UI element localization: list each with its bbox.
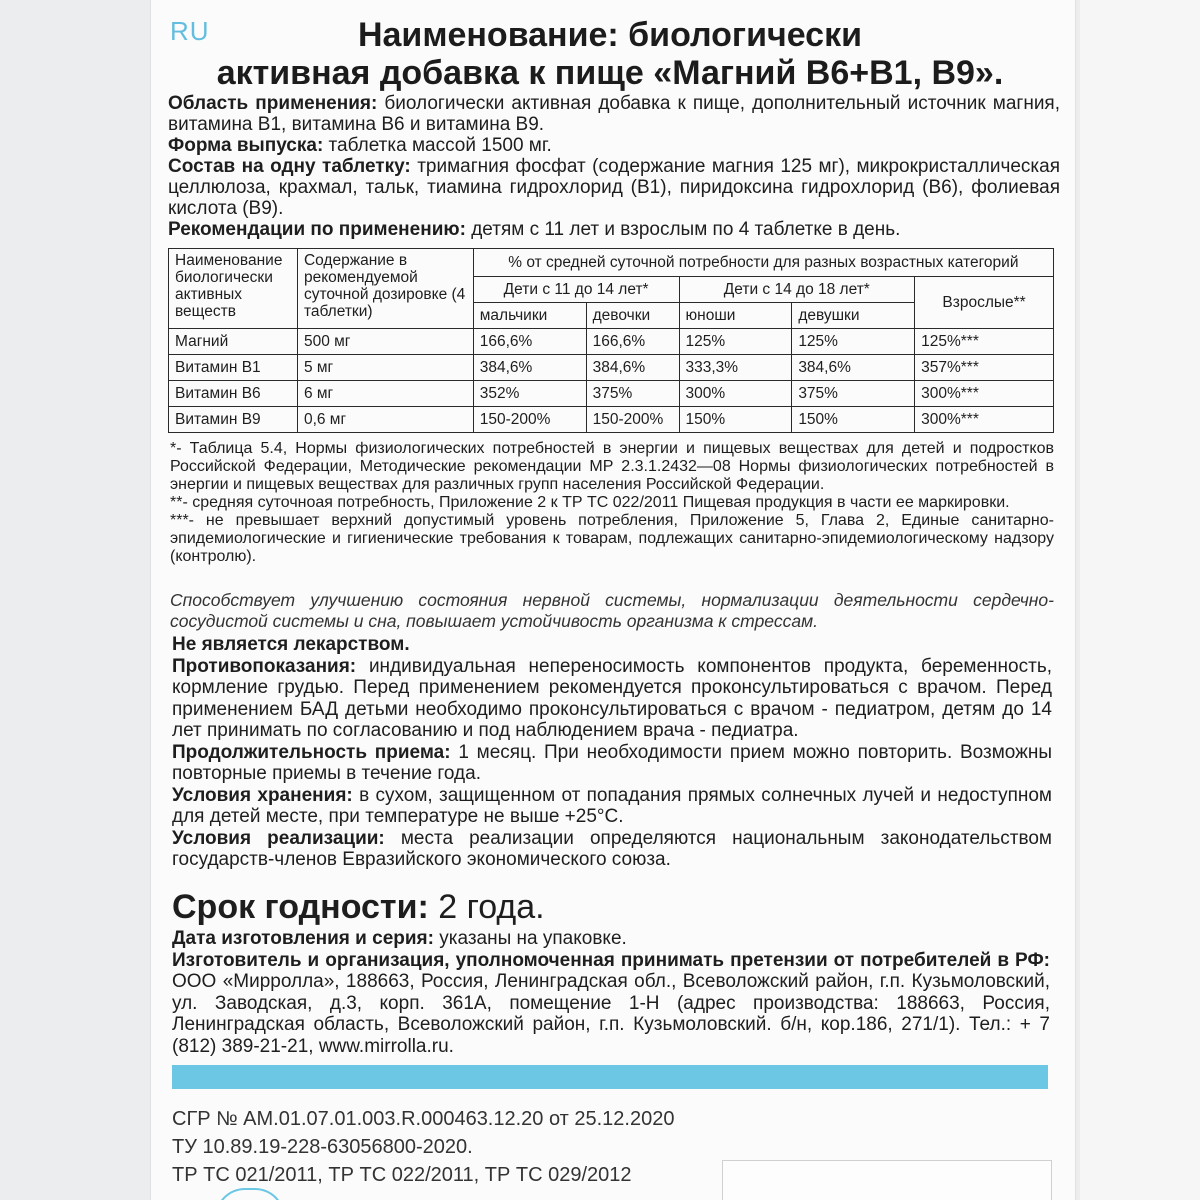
side-strip — [1080, 0, 1200, 1200]
product-title — [170, 16, 1050, 92]
cert-trts: ТР ТС 021/2011, ТР ТС 022/2011, ТР ТС 029/2012 — [172, 1164, 632, 1186]
sale-conditions: Условия реализации: места реализации определяются национальным законодательством государств-членов Евразийского экономического союза. — [172, 827, 1052, 870]
cell-value: 150% — [792, 407, 915, 433]
table-row — [169, 329, 1054, 355]
benefit-text: Способствует улучшению состояния нервной системы, нормализации деятельности сердечно-сосудистой системы и сна, повышает устойчивость организма к стрессам. — [170, 590, 1054, 631]
cell-value: 166,6% — [586, 329, 679, 355]
barcode-box — [722, 1160, 1052, 1200]
footnote-2: **- средняя суточноая потребность, Приложение 2 к ТР ТС 022/2011 Пищевая продукция в части ее маркировки. — [170, 494, 1010, 511]
production-date: Дата изготовления и серия: указаны на упаковке. — [172, 928, 627, 949]
recommendations: Рекомендации по применению: детям с 11 лет и взрослым по 4 таблетке в день. — [168, 219, 901, 240]
header-percent-group: % от средней суточной потребности для разных возрастных категорий — [473, 249, 1053, 277]
header-age-14-18: Дети с 14 до 18 лет* — [679, 277, 915, 303]
cell-value: 300% — [679, 381, 792, 407]
title-line-1: Наименование: биологически — [357, 16, 863, 54]
cell-value: 384,6% — [792, 355, 915, 381]
cell-value: 375% — [586, 381, 679, 407]
cell-substance: Витамин В1 — [169, 355, 298, 381]
cell-value: 125% — [679, 329, 792, 355]
header-girls: девочки — [586, 303, 679, 329]
manufacturer-section — [172, 928, 1050, 1057]
cell-value: 150-200% — [473, 407, 586, 433]
cell-value: 150-200% — [586, 407, 679, 433]
cell-value: 384,6% — [586, 355, 679, 381]
cell-dose: 0,6 мг — [297, 407, 473, 433]
cell-substance: Магний — [169, 329, 298, 355]
header-young-women: девушки — [792, 303, 915, 329]
cert-sgr: СГР № AM.01.07.01.003.R.000463.12.20 от 25.12.2020 — [172, 1108, 675, 1130]
manufacturer: Изготовитель и организация, уполномоченная принимать претензии от потребителей в РФ: ООО «Мирролла», 188663, Россия, Ленинградская обл., Всеволожский район, г.п. Кузьмоловский, ул. Заводская, д.3, корп. 361А, помещение 1-Н (адрес производства: 188663, Россия, Ленинградская область, Всеволожский район, г.п. Кузьмоловский. б/н, кор.186, 271/1). Тел.: + 7 (812) 389-21-21, www.mirrolla.ru. — [172, 949, 1050, 1057]
dosage-table — [168, 248, 1054, 433]
language-code: RU — [170, 16, 210, 46]
table-row — [169, 407, 1054, 433]
not-a-drug: Не является лекарством. — [172, 634, 410, 655]
cell-value: 300%*** — [915, 381, 1054, 407]
title-line-2: активная добавка к пище «Магний B6+B1, B9». — [216, 54, 1004, 92]
cell-value: 352% — [473, 381, 586, 407]
certification — [172, 1105, 674, 1189]
footnote-3: ***- не превышает верхний допустимый уровень потребления, Приложение 5, Глава 2, Единые санитарно-эпидемиологические и гигиенические требования к товарам, подлежащих санитарно-эпидемиологическому надзору (контролю). — [170, 512, 1054, 565]
header-boys: мальчики — [473, 303, 586, 329]
accent-band — [172, 1065, 1048, 1089]
cell-value: 125% — [792, 329, 915, 355]
footnotes — [170, 440, 1054, 566]
usage-details — [172, 634, 1052, 871]
release-form: Форма выпуска: таблетка массой 1500 мг. — [168, 135, 552, 156]
header-substances: Наименование биологически активных веществ — [169, 249, 298, 329]
shelf-life: Срок годности: 2 года. — [172, 888, 545, 926]
intro-section — [168, 93, 1060, 240]
header-dose: Содержание в рекомендуемой суточной дозировке (4 таблетки) — [297, 249, 473, 329]
cell-substance: Витамин В6 — [169, 381, 298, 407]
cell-substance: Витамин В9 — [169, 407, 298, 433]
cert-tu: ТУ 10.89.19-228-63056800-2020. — [172, 1136, 473, 1158]
table-row — [169, 355, 1054, 381]
usage-area: Область применения: биологически активная добавка к пище, дополнительный источник магния, витамина В1, витамина В6 и витамина В9. — [168, 93, 1060, 135]
cell-value: 384,6% — [473, 355, 586, 381]
cell-value: 357%*** — [915, 355, 1054, 381]
cell-value: 300%*** — [915, 407, 1054, 433]
header-young-men: юноши — [679, 303, 792, 329]
contraindications: Противопоказания: индивидуальная непереносимость компонентов продукта, беременность, кормление грудью. Перед применением рекомендуется проконсультироваться с врачом. Перед применением БАД детьми необходимо проконсультироваться с врачом - педиатром, детям до 14 лет принимать по согласованию и под наблюдением врача - педиатра. — [172, 655, 1052, 741]
table-row — [169, 381, 1054, 407]
header-adults: Взрослые** — [915, 277, 1054, 329]
composition: Состав на одну таблетку: тримагния фосфат (содержание магния 125 мг), микрокристаллическая целлюлоза, крахмал, тальк, тиамина гидрохлорид (В1), пиридоксина гидрохлорид (В6), фолиевая кислота (В9). — [168, 156, 1061, 219]
duration: Продолжительность приема: 1 месяц. При необходимости прием можно повторить. Возможны повторные приемы в течение года. — [172, 741, 1052, 784]
cell-dose: 5 мг — [297, 355, 473, 381]
cell-value: 333,3% — [679, 355, 792, 381]
header-age-11-14: Дети с 11 до 14 лет* — [473, 277, 679, 303]
cell-dose: 500 мг — [297, 329, 473, 355]
cell-value: 125%*** — [915, 329, 1054, 355]
cell-dose: 6 мг — [297, 381, 473, 407]
cell-value: 375% — [792, 381, 915, 407]
cell-value: 150% — [679, 407, 792, 433]
footnote-1: *- Таблица 5.4, Нормы физиологических потребностей в энергии и пищевых веществах для детей и подростков Российской Федерации, Методические рекомендации МР 2.3.1.2432—08 Нормы физиологических потребностей в энергии и пищевых веществах для различных групп населения Российской Федерации. — [170, 440, 1054, 493]
storage: Условия хранения: в сухом, защищенном от попадания прямых солнечных лучей и недоступном для детей месте, при температуре не выше +25°С. — [172, 784, 1052, 827]
cell-value: 166,6% — [473, 329, 586, 355]
